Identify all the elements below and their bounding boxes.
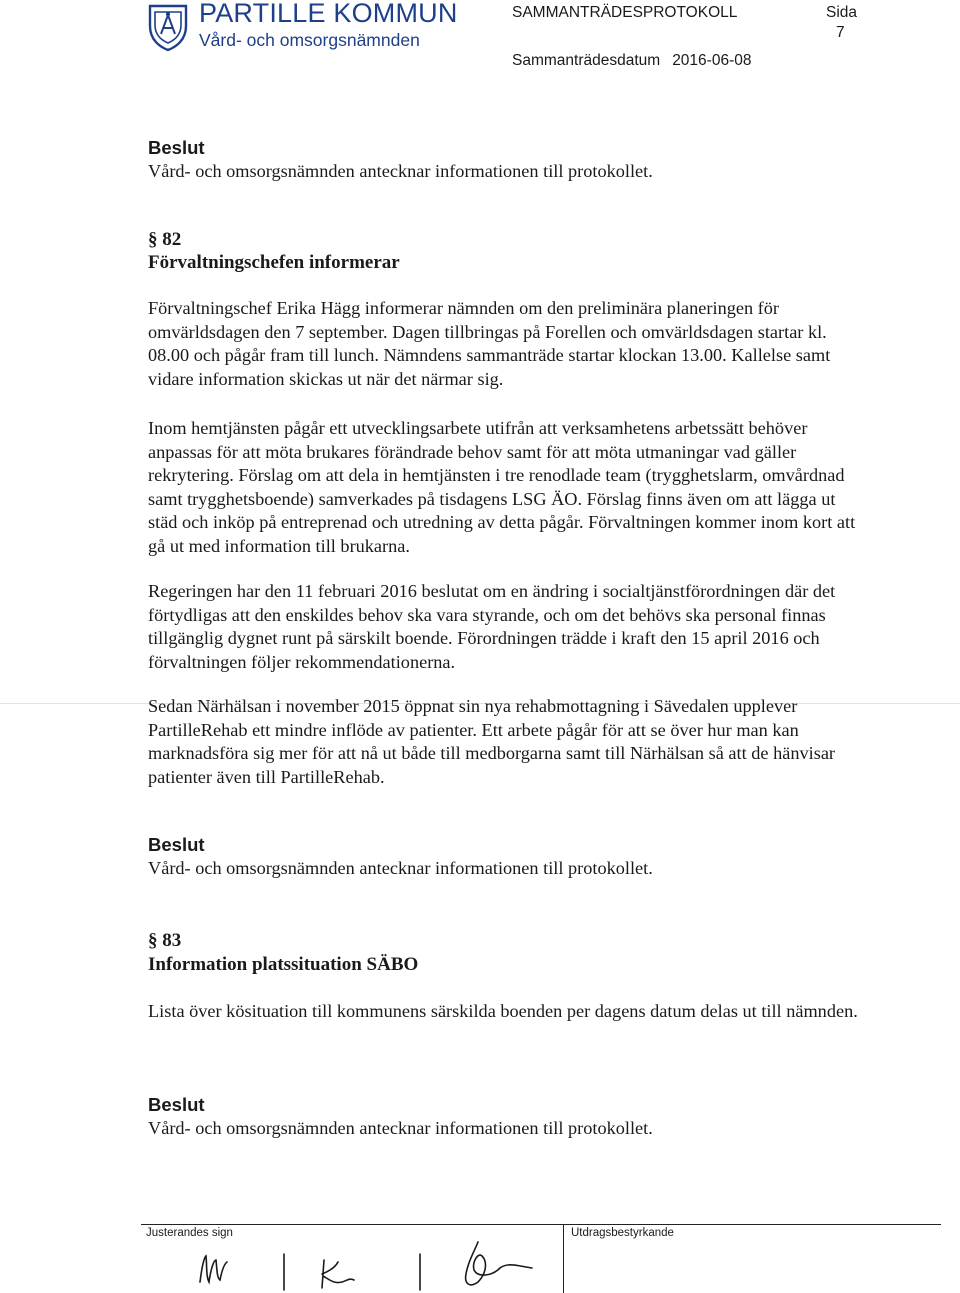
section-83-title: Information platssituation SÄBO <box>148 954 419 975</box>
decision-text: Vård- och omsorgsnämnden antecknar informationen till protokollet. <box>148 1117 653 1138</box>
section-82-paragraph-1 <box>148 297 868 391</box>
decision-text: Vård- och omsorgsnämnden antecknar informationen till protokollet. <box>148 160 653 181</box>
org-name: PARTILLE KOMMUN <box>199 0 458 28</box>
meeting-date <box>512 52 763 70</box>
page-label: Sida <box>826 4 858 21</box>
signature-2 <box>322 1260 354 1288</box>
meeting-date-label: Sammanträdesdatum <box>512 52 661 69</box>
paragraph: Regeringen har den 11 februari 2016 beslutat om en ändring i socialtjänstförordningen där det förtydligas att den enskildes behov ska vara styrande, och om det behövs ska personal finnas tillgänglig dygnet runt på särskilt boende. Förordningen trädde i kraft den 15 april 2016 och förvaltningen följer rekommendationerna. <box>148 581 836 672</box>
meeting-date-value: 2016-06-08 <box>672 52 752 69</box>
paragraph: Lista över kösituation till kommunens särskilda boenden per dagens datum delas ut till nämnden. <box>148 1001 858 1021</box>
org-subtitle: Vård- och omsorgsnämnden <box>199 30 420 50</box>
section-83-decision <box>148 1093 868 1140</box>
section-82-paragraph-4 <box>148 695 868 789</box>
handwritten-signatures <box>182 1226 552 1292</box>
partille-coat-of-arms-icon <box>146 4 190 52</box>
decision-heading: Beslut <box>148 834 205 855</box>
signature-3 <box>466 1242 532 1285</box>
section-83-number: § 83 <box>148 930 182 951</box>
section-82-number: § 82 <box>148 229 182 250</box>
previous-decision <box>148 136 868 183</box>
justerandes-sign-label: Justerandes sign <box>146 1227 233 1239</box>
document-type: SAMMANTRÄDESPROTOKOLL <box>512 4 738 21</box>
paragraph: Förvaltningschef Erika Hägg informerar nämnden om den preliminära planeringen för omvärldsdagen den 7 september. Dagen tillbringas på Forellen och omvärldsdagen startar kl. 08.00 och pågår fram till lunch. Nämndens sammanträde startar klockan 13.00. Kallelse samt vidare information skickas ut när det närmar sig. <box>148 298 831 389</box>
signature-1 <box>200 1256 227 1282</box>
decision-heading: Beslut <box>148 137 205 158</box>
paragraph: Sedan Närhälsan i november 2015 öppnat sin nya rehabmottagning i Sävedalen upplever PartilleRehab ett mindre inflöde av patienter. Ett arbete pågår för att se över hur man kan marknadsföra sig mer för att nå ut både till medborgarna samt till Närhälsan så att de hänvisar patienter även till PartilleRehab. <box>148 696 836 787</box>
section-82-paragraph-3 <box>148 580 868 674</box>
footer-rule <box>141 1224 941 1225</box>
section-82-paragraph-2 <box>148 417 868 558</box>
footer-divider <box>563 1224 564 1293</box>
paragraph: Inom hemtjänsten pågår ett utvecklingsarbete utifrån att verksamhetens arbetssätt behöver anpassas för att möta brukares förändrade behov samt för att möta utmaningar vad gäller rekrytering. Förslag om att dela in hemtjänsten i tre renodlade team (trygghetslarm, omvårdnad samt trygghetsboende) samverkades på tisdagens LSG ÄO. Förslag finns även om att lägga ut städ och inköp på entreprenad och utredning av detta pågår. Förvaltningen kommer inom kort att gå ut med information till brukarna. <box>148 418 856 556</box>
utdragsbestyrkande-label: Utdragsbestyrkande <box>571 1227 674 1239</box>
page-number: 7 <box>836 24 845 41</box>
decision-heading: Beslut <box>148 1094 205 1115</box>
section-83-paragraph-1 <box>148 1000 868 1024</box>
decision-text: Vård- och omsorgsnämnden antecknar informationen till protokollet. <box>148 857 653 878</box>
section-82-decision <box>148 833 868 880</box>
section-82-title: Förvaltningschefen informerar <box>148 252 400 273</box>
